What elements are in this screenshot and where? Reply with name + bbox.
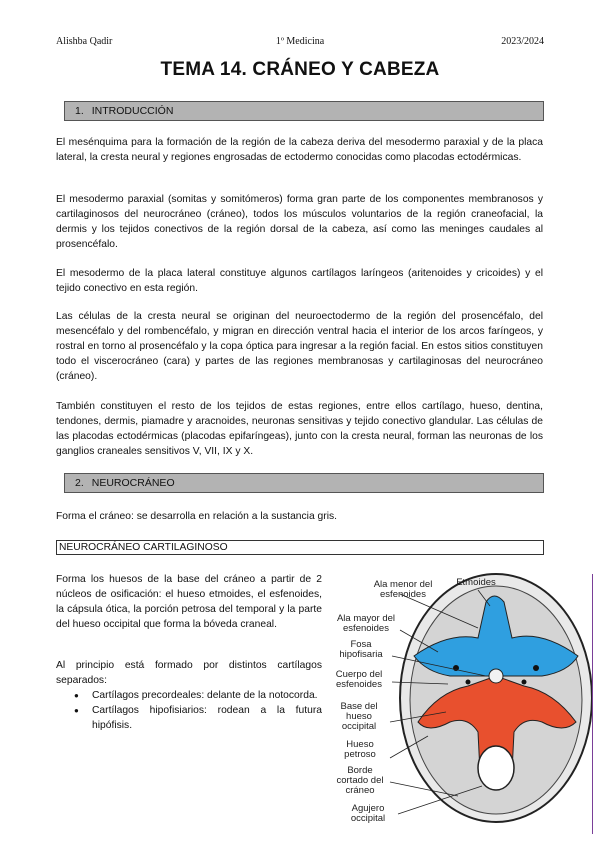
label-ala-menor: Ala menor del esfenoides [373,579,433,600]
section-heading-neurocraneo [64,473,544,493]
label-fosa-hipofisaria: Fosa hipofisaria [339,639,383,660]
cartilaginoso-paragraph: Forma los huesos de la base del cráneo a partir de 2 núcleos de osificación: el hueso etmoides, el esfenoides, la cápsula ótica, la porción petrosa del temporal y la parte del hueso occipital que forma la bóveda craneal. [56,574,322,630]
foramen-dot [522,680,527,685]
cartilaginoso-paragraph: Al principio está formado por distintos cartílagos separados: [56,660,322,686]
subsection-heading: NEUROCRÁNEO CARTILAGINOSO [56,540,544,555]
section-number: 2. [75,477,84,489]
section-label: INTRODUCCIÓN [91,105,174,117]
foramen-dot [466,680,471,685]
author-name: Alishba Qadir [56,36,113,47]
course-label: 1º Medicina [275,36,325,47]
foramen-magnum [478,746,514,790]
cartilage-list [56,688,322,733]
margin-line [592,574,593,834]
academic-year: 2023/2024 [501,36,544,47]
label-borde-cortado: Borde cortado del cráneo [336,765,384,796]
label-ala-mayor: Ala mayor del esfenoides [336,613,396,634]
intro-paragraph: Las células de la cresta neural se originan del neuroectodermo de la región del prosencéfalo, del mesencéfalo y del rombencéfalo, y migran en dirección ventral hacia el interior de los arcos faríngeos, y rostral en torno al prosencéfalo y la copa óptica para ingresar a la región facial. En estos sitios constituyen todo el viscerocráneo (cara) y partes de las regiones membranosas y cartilaginosas del neurocráneo (cráneo). [56,311,543,382]
label-etmoides: Etmoides [456,577,496,588]
intro-paragraph: También constituyen el resto de los tejidos de estas regiones, entre ellos cartílago, hueso, dentina, tendones, dermis, piamadre y aracnoides, neuronas sensitivas y tejido conectivo glandular. Las células de las placodas ectodérmicas (placodas epifaríngeas), junto con la cresta neural, forman las neuronas de los ganglios craneales sensitivos V, VII, IX y X. [56,401,543,457]
page-header [56,36,544,50]
skull-base-figure [328,572,596,828]
label-hueso-petroso: Hueso petroso [344,739,376,760]
label-agujero-occipital: Agujero occipital [350,803,386,824]
section-number: 1. [75,105,84,117]
page-title: TEMA 14. CRÁNEO Y CABEZA [160,59,440,80]
foramen-dot [533,665,539,671]
intro-paragraph: El mesodermo paraxial (somitas y somitómeros) forma gran parte de los componentes membranosos y cartilaginosos del neurocráneo (cráneo), todos los músculos voluntarios de la región craneofacial, la dermis y los tejidos conectivos de la región dorsal de la cabeza, así como las meninges caudales al prosencéfalo. [56,194,543,250]
section-heading-introduccion [64,101,544,121]
intro-paragraph: El mesénquima para la formación de la región de la cabeza deriva del mesodermo paraxial y de la placa lateral, la cresta neural y regiones engrosadas de ectodermo conocidas como placodas ectodérmicas. [56,137,543,163]
list-item: ● Cartílagos hipofisiarios: rodean a la futura hipófisis. [56,703,322,733]
label-base-occipital: Base del hueso occipital [340,701,378,732]
intro-paragraph: El mesodermo de la placa lateral constituye algunos cartílagos laríngeos (aritenoides y cricoides) y el tejido conectivo en esta región. [56,268,543,294]
section-label: NEUROCRÁNEO [91,477,175,489]
list-item: ● Cartílagos precordeales: delante de la notocorda. [56,688,322,703]
neurocraneo-intro: Forma el cráneo: se desarrolla en relación a la sustancia gris. [56,511,338,522]
hypophyseal-fossa [489,669,503,683]
label-cuerpo-esfenoides: Cuerpo del esfenoides [335,669,383,690]
